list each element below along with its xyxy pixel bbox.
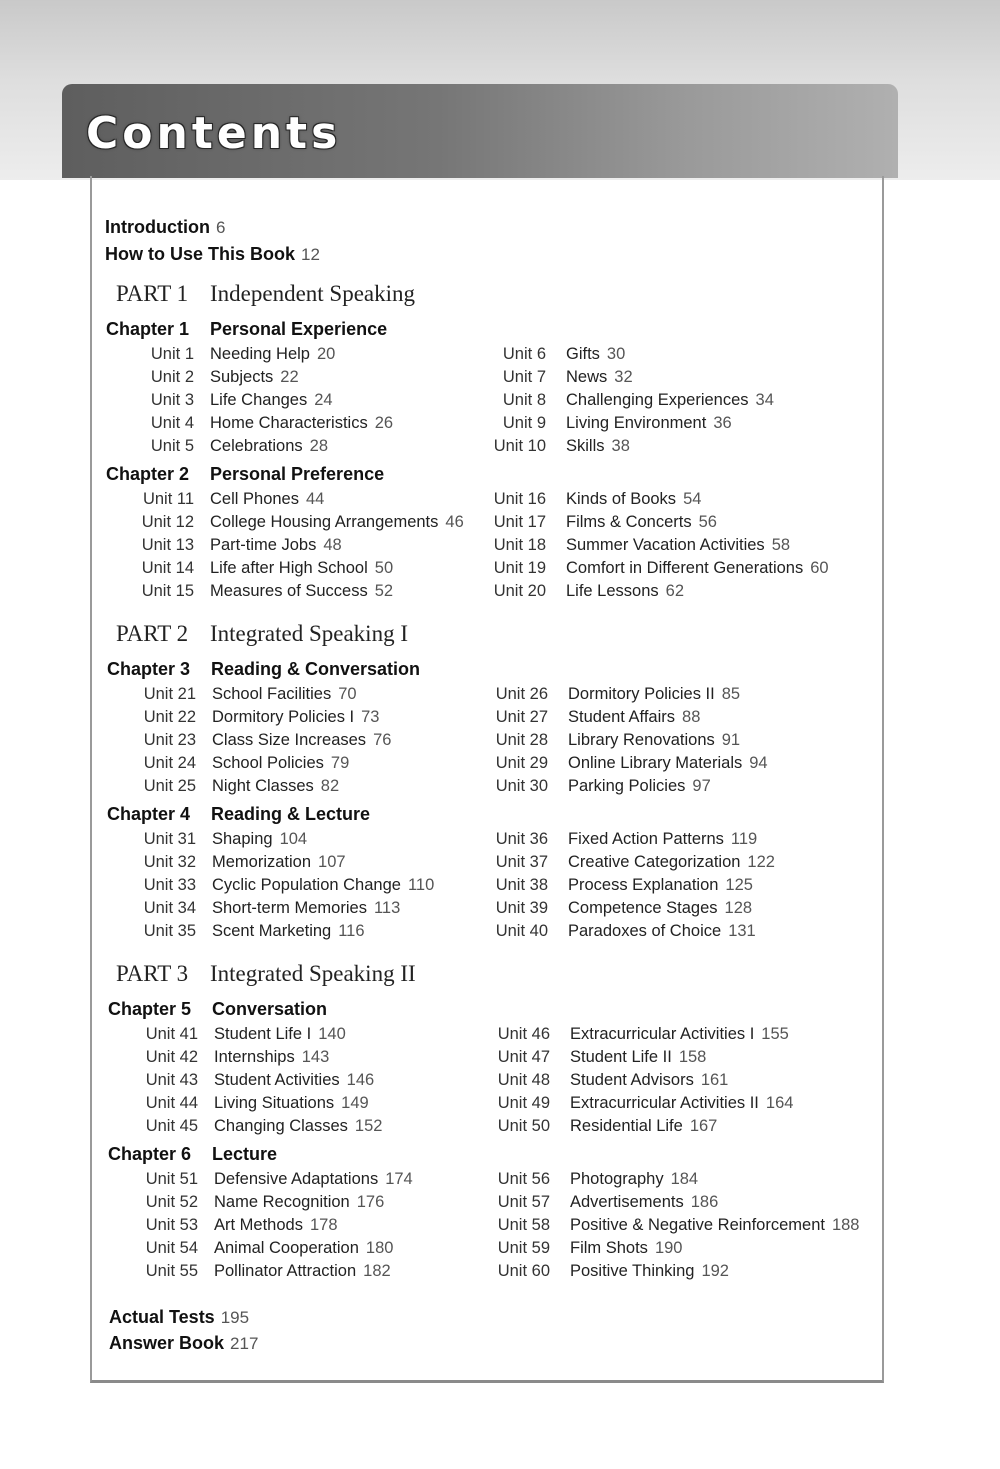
unit-entry[interactable] <box>568 729 740 751</box>
unit-entry[interactable] <box>214 1237 393 1259</box>
unit-title: Extracurricular Activities II <box>570 1094 759 1113</box>
unit-label[interactable]: Unit 43 <box>145 1071 198 1090</box>
unit-label[interactable]: Unit 7 <box>502 368 546 387</box>
unit-label[interactable]: Unit 30 <box>495 777 548 796</box>
unit-entry[interactable] <box>568 828 757 850</box>
unit-entry[interactable] <box>214 1069 374 1091</box>
unit-page-number: 167 <box>689 1117 718 1136</box>
unit-title: Scent Marketing <box>212 921 332 940</box>
unit-page-number: 161 <box>700 1071 729 1090</box>
unit-page-number: 48 <box>323 535 342 554</box>
part-title: Independent Speaking <box>210 281 416 306</box>
unit-page-number: 58 <box>771 535 791 554</box>
unit-label[interactable]: Unit 8 <box>502 391 546 410</box>
unit-page-number: 97 <box>692 777 711 796</box>
unit-label[interactable]: Unit 54 <box>145 1238 198 1257</box>
unit-label[interactable]: Unit 38 <box>495 875 548 894</box>
unit-title: Paradoxes of Choice <box>568 921 722 940</box>
unit-page-number: 28 <box>309 437 328 456</box>
unit-title: Celebrations <box>210 437 303 456</box>
unit-label[interactable]: Unit 58 <box>497 1215 550 1234</box>
unit-title: Student Advisors <box>570 1071 694 1090</box>
unit-title: Library Renovations <box>568 731 715 750</box>
chapter-title[interactable]: Reading & Lecture <box>211 803 371 824</box>
unit-label[interactable]: Unit 39 <box>495 898 548 917</box>
back-matter-entry[interactable] <box>109 1332 258 1355</box>
unit-page-number: 192 <box>701 1261 729 1280</box>
unit-label[interactable]: Unit 57 <box>497 1192 550 1211</box>
unit-page-number: 94 <box>749 754 768 773</box>
unit-label[interactable]: Unit 37 <box>495 852 548 871</box>
unit-entry[interactable] <box>210 534 342 556</box>
unit-title: Student Activities <box>214 1071 340 1090</box>
unit-page-number: 149 <box>341 1094 369 1113</box>
unit-page-number: 44 <box>305 489 325 508</box>
chapter-title[interactable]: Lecture <box>212 1143 278 1164</box>
unit-entry[interactable] <box>568 752 768 774</box>
unit-page-number: 85 <box>721 685 741 703</box>
part-title: Integrated Speaking I <box>210 621 408 646</box>
unit-title: Animal Cooperation <box>214 1238 359 1257</box>
unit-label[interactable]: Unit 47 <box>497 1048 550 1067</box>
unit-entry[interactable] <box>568 706 700 728</box>
unit-page-number: 116 <box>338 921 365 940</box>
unit-entry[interactable] <box>214 1046 329 1068</box>
unit-title: Shaping <box>212 829 273 848</box>
unit-page-number: 131 <box>728 921 756 940</box>
unit-page-number: 88 <box>682 708 701 727</box>
unit-entry[interactable] <box>210 389 333 411</box>
unit-title: Student Life II <box>570 1048 672 1067</box>
chapter-title[interactable]: Personal Preference <box>210 463 385 484</box>
unit-page-number: 30 <box>606 345 626 363</box>
unit-title: Night Classes <box>212 777 314 796</box>
unit-page-number: 164 <box>765 1094 794 1113</box>
unit-label[interactable]: Unit 49 <box>497 1094 550 1113</box>
unit-page-number: 186 <box>690 1192 719 1211</box>
unit-page-number: 20 <box>316 345 336 363</box>
unit-title: Comfort in Different Generations <box>566 558 804 577</box>
unit-title: Process Explanation <box>568 875 719 894</box>
front-matter-entry[interactable] <box>105 243 320 266</box>
unit-title: Photography <box>570 1169 664 1188</box>
unit-label[interactable]: Unit 24 <box>143 754 196 773</box>
unit-label[interactable]: Unit 23 <box>143 731 196 750</box>
unit-label[interactable]: Unit 4 <box>150 414 194 433</box>
unit-page-number: 128 <box>724 898 753 917</box>
unit-label[interactable]: Unit 16 <box>493 489 546 508</box>
unit-title: Dormitory Policies II <box>568 685 715 703</box>
unit-entry[interactable] <box>566 488 701 510</box>
unit-title: Student Life I <box>214 1025 312 1043</box>
chapter-title[interactable]: Reading & Conversation <box>211 659 421 679</box>
unit-entry[interactable] <box>570 1168 698 1190</box>
unit-title: Life Changes <box>210 391 308 410</box>
unit-title: Competence Stages <box>568 898 718 917</box>
part-title: Integrated Speaking II <box>210 961 416 986</box>
unit-title: Living Situations <box>214 1094 335 1113</box>
unit-page-number: 110 <box>407 875 435 894</box>
unit-page-number: 26 <box>374 414 394 433</box>
unit-title: Class Size Increases <box>212 731 367 750</box>
unit-page-number: 104 <box>279 829 308 848</box>
unit-entry[interactable] <box>570 1046 706 1068</box>
unit-label[interactable]: Unit 45 <box>145 1117 198 1136</box>
unit-entry[interactable] <box>570 1237 682 1259</box>
unit-label[interactable]: Unit 17 <box>493 512 546 531</box>
entry-label: Actual Tests <box>109 1307 215 1327</box>
unit-label[interactable]: Unit 21 <box>143 685 196 703</box>
unit-page-number: 56 <box>698 512 717 531</box>
unit-entry[interactable] <box>214 1023 346 1045</box>
unit-page-number: 122 <box>747 852 775 871</box>
unit-page-number: 70 <box>338 685 357 703</box>
unit-label[interactable]: Unit 13 <box>141 535 194 554</box>
unit-page-number: 180 <box>365 1238 394 1257</box>
chapter-label[interactable]: Chapter 4 <box>107 803 191 824</box>
unit-page-number: 178 <box>309 1215 338 1234</box>
unit-title: Positive & Negative Reinforcement <box>570 1215 825 1234</box>
unit-label[interactable]: Unit 25 <box>143 777 196 796</box>
unit-title: School Policies <box>212 754 324 773</box>
unit-entry[interactable] <box>214 1260 391 1282</box>
unit-title: Changing Classes <box>214 1117 348 1136</box>
unit-entry[interactable] <box>210 580 393 602</box>
unit-title: Needing Help <box>210 345 310 363</box>
unit-entry[interactable] <box>566 343 625 365</box>
part-label: PART 2 <box>116 621 189 646</box>
unit-page-number: 190 <box>654 1238 683 1257</box>
unit-title: Skills <box>566 437 605 456</box>
chapter-label[interactable]: Chapter 6 <box>108 1143 192 1164</box>
unit-label[interactable]: Unit 33 <box>143 875 196 894</box>
unit-title: Creative Categorization <box>568 852 741 871</box>
unit-label[interactable]: Unit 5 <box>150 437 194 456</box>
unit-title: College Housing Arrangements <box>210 512 439 531</box>
chapter-label[interactable]: Chapter 5 <box>108 999 192 1019</box>
unit-title: Extracurricular Activities I <box>570 1025 755 1043</box>
unit-entry[interactable] <box>210 557 393 579</box>
unit-page-number: 125 <box>725 875 753 894</box>
unit-label[interactable]: Unit 55 <box>145 1261 198 1280</box>
unit-label[interactable]: Unit 34 <box>143 898 196 917</box>
unit-page-number: 176 <box>356 1192 385 1211</box>
unit-entry[interactable] <box>212 706 379 728</box>
unit-page-number: 152 <box>354 1117 383 1136</box>
unit-entry[interactable] <box>568 683 740 705</box>
unit-title: Cyclic Population Change <box>212 875 401 894</box>
unit-label[interactable]: Unit 1 <box>150 345 194 363</box>
chapter-label[interactable]: Chapter 2 <box>106 463 190 484</box>
unit-entry[interactable] <box>566 557 829 579</box>
unit-label[interactable]: Unit 56 <box>497 1169 550 1188</box>
unit-title: Pollinator Attraction <box>214 1261 357 1280</box>
unit-page-number: 155 <box>761 1025 789 1043</box>
unit-title: Measures of Success <box>210 581 368 600</box>
unit-title: Challenging Experiences <box>566 391 749 410</box>
unit-page-number: 158 <box>678 1048 707 1067</box>
unit-label[interactable]: Unit 31 <box>143 829 196 848</box>
unit-label[interactable]: Unit 59 <box>497 1238 550 1257</box>
unit-entry[interactable] <box>566 435 630 457</box>
unit-title: Kinds of Books <box>566 489 677 508</box>
unit-title: Life Lessons <box>566 581 659 600</box>
chapter-title[interactable]: Personal Experience <box>210 319 388 339</box>
unit-label[interactable]: Unit 51 <box>145 1169 198 1188</box>
unit-title: Short-term Memories <box>212 898 367 917</box>
unit-label[interactable]: Unit 26 <box>495 685 548 703</box>
unit-title: Internships <box>214 1048 295 1067</box>
unit-entry[interactable] <box>570 1191 718 1213</box>
unit-page-number: 22 <box>280 368 299 387</box>
unit-title: Art Methods <box>214 1215 303 1234</box>
unit-entry[interactable] <box>212 683 357 705</box>
unit-entry[interactable] <box>212 874 434 896</box>
entry-page-number: 217 <box>230 1334 259 1353</box>
unit-entry[interactable] <box>214 1092 369 1114</box>
unit-page-number: 38 <box>611 437 630 456</box>
unit-label[interactable]: Unit 53 <box>145 1215 198 1234</box>
unit-title: Gifts <box>566 345 600 363</box>
unit-page-number: 184 <box>670 1169 699 1188</box>
entry-label: How to Use This Book <box>105 244 296 264</box>
unit-title: Name Recognition <box>214 1192 350 1211</box>
unit-title: News <box>566 368 608 387</box>
unit-label[interactable]: Unit 44 <box>145 1094 198 1113</box>
unit-page-number: 119 <box>730 829 758 848</box>
unit-title: Defensive Adaptations <box>214 1169 379 1188</box>
unit-title: Living Environment <box>566 414 707 433</box>
unit-title: Positive Thinking <box>570 1261 695 1280</box>
entry-label: Answer Book <box>109 1333 225 1353</box>
unit-entry[interactable] <box>570 1260 729 1282</box>
entry-page-number: 195 <box>220 1308 250 1327</box>
unit-title: School Facilities <box>212 685 332 703</box>
unit-entry[interactable] <box>210 366 299 388</box>
unit-label[interactable]: Unit 36 <box>495 829 548 848</box>
unit-page-number: 36 <box>713 414 732 433</box>
unit-entry[interactable] <box>214 1214 338 1236</box>
unit-title: Film Shots <box>570 1238 648 1257</box>
page-title: Contents <box>86 108 342 159</box>
unit-title: Fixed Action Patterns <box>568 829 724 848</box>
unit-title: Summer Vacation Activities <box>566 535 765 554</box>
unit-entry[interactable] <box>566 580 684 602</box>
unit-entry[interactable] <box>570 1069 728 1091</box>
unit-entry[interactable] <box>568 851 775 873</box>
unit-entry[interactable] <box>210 488 324 510</box>
unit-label[interactable]: Unit 19 <box>493 558 546 577</box>
unit-page-number: 140 <box>318 1025 346 1043</box>
unit-page-number: 46 <box>445 512 464 531</box>
unit-label[interactable]: Unit 52 <box>145 1192 198 1211</box>
unit-page-number: 79 <box>330 754 350 773</box>
unit-title: Life after High School <box>210 558 368 577</box>
unit-page-number: 146 <box>346 1071 375 1090</box>
unit-entry[interactable] <box>570 1092 793 1114</box>
unit-entry[interactable] <box>212 851 346 873</box>
unit-entry[interactable] <box>214 1168 413 1190</box>
unit-page-number: 174 <box>385 1169 413 1188</box>
entry-page-number: 12 <box>301 245 320 264</box>
unit-label[interactable]: Unit 40 <box>495 921 548 940</box>
unit-entry[interactable] <box>566 412 732 434</box>
unit-title: Cell Phones <box>210 489 299 508</box>
back-matter-entry[interactable] <box>109 1306 249 1329</box>
unit-label[interactable]: Unit 32 <box>143 852 196 871</box>
unit-entry[interactable] <box>212 752 349 774</box>
unit-label[interactable]: Unit 42 <box>145 1048 198 1067</box>
unit-entry[interactable] <box>570 1115 717 1137</box>
part-label: PART 1 <box>116 281 189 306</box>
unit-title: Part-time Jobs <box>210 535 317 554</box>
unit-label[interactable]: Unit 60 <box>497 1261 550 1280</box>
unit-entry[interactable] <box>210 511 464 533</box>
unit-label[interactable]: Unit 29 <box>495 754 548 773</box>
unit-title: Online Library Materials <box>568 754 743 773</box>
unit-page-number: 54 <box>683 489 702 508</box>
unit-page-number: 113 <box>373 898 401 917</box>
unit-page-number: 82 <box>320 777 340 796</box>
unit-page-number: 76 <box>373 731 392 750</box>
unit-label[interactable]: Unit 18 <box>493 535 546 554</box>
unit-page-number: 182 <box>363 1261 391 1280</box>
unit-entry[interactable] <box>212 729 391 751</box>
unit-entry[interactable] <box>210 412 393 434</box>
unit-page-number: 91 <box>721 731 741 750</box>
unit-page-number: 60 <box>810 558 829 577</box>
front-matter-entry[interactable] <box>105 216 225 239</box>
chapter-label[interactable]: Chapter 1 <box>106 319 190 339</box>
unit-label[interactable]: Unit 10 <box>493 437 546 456</box>
unit-entry[interactable] <box>568 775 711 797</box>
unit-label[interactable]: Unit 9 <box>502 414 546 433</box>
unit-title: Residential Life <box>570 1117 683 1136</box>
unit-entry[interactable] <box>568 874 753 896</box>
unit-label[interactable]: Unit 46 <box>497 1025 550 1043</box>
unit-page-number: 24 <box>314 391 333 410</box>
unit-label[interactable]: Unit 15 <box>141 581 194 600</box>
unit-label[interactable]: Unit 11 <box>142 489 194 508</box>
unit-entry[interactable] <box>568 920 756 942</box>
unit-label[interactable]: Unit 28 <box>495 731 548 750</box>
unit-entry[interactable] <box>212 775 339 797</box>
unit-entry[interactable] <box>210 435 328 457</box>
unit-title: Films & Concerts <box>566 512 692 531</box>
unit-title: Parking Policies <box>568 777 686 796</box>
unit-entry[interactable] <box>570 1214 859 1236</box>
unit-page-number: 143 <box>301 1048 330 1067</box>
unit-title: Dormitory Policies I <box>212 708 355 727</box>
unit-label[interactable]: Unit 3 <box>150 391 194 410</box>
unit-entry[interactable] <box>210 343 335 365</box>
unit-page-number: 62 <box>665 581 685 600</box>
unit-label[interactable]: Unit 6 <box>502 345 546 363</box>
unit-entry[interactable] <box>212 828 307 850</box>
chapter-title[interactable]: Conversation <box>212 999 328 1019</box>
unit-title: Subjects <box>210 368 274 387</box>
unit-entry[interactable] <box>566 511 717 533</box>
unit-entry[interactable] <box>214 1115 382 1137</box>
entry-page-number: 6 <box>215 218 226 237</box>
unit-entry[interactable] <box>214 1191 384 1213</box>
unit-page-number: 73 <box>361 708 380 727</box>
unit-entry[interactable] <box>566 389 774 411</box>
unit-title: Memorization <box>212 852 312 871</box>
chapter-label[interactable]: Chapter 3 <box>107 659 191 679</box>
unit-entry[interactable] <box>212 897 400 919</box>
unit-title: Advertisements <box>570 1192 684 1211</box>
unit-entry[interactable] <box>570 1023 789 1045</box>
unit-label[interactable]: Unit 12 <box>141 512 194 531</box>
entry-label: Introduction <box>105 217 210 237</box>
unit-entry[interactable] <box>212 920 365 942</box>
unit-title: Home Characteristics <box>210 414 368 433</box>
unit-label[interactable]: Unit 35 <box>143 921 196 940</box>
unit-label[interactable]: Unit 50 <box>497 1117 550 1136</box>
unit-label[interactable]: Unit 22 <box>143 708 196 727</box>
unit-label[interactable]: Unit 41 <box>145 1025 198 1043</box>
unit-title: Student Affairs <box>568 708 676 727</box>
unit-entry[interactable] <box>566 366 633 388</box>
unit-entry[interactable] <box>566 534 790 556</box>
unit-label[interactable]: Unit 27 <box>495 708 548 727</box>
unit-page-number: 107 <box>318 852 346 871</box>
unit-page-number: 50 <box>374 558 394 577</box>
unit-page-number: 34 <box>755 391 774 410</box>
unit-page-number: 52 <box>374 581 394 600</box>
unit-page-number: 188 <box>831 1215 860 1234</box>
unit-label[interactable]: Unit 2 <box>150 368 194 387</box>
unit-label[interactable]: Unit 48 <box>497 1071 550 1090</box>
part-label: PART 3 <box>116 961 189 986</box>
unit-label[interactable]: Unit 20 <box>493 581 546 600</box>
unit-entry[interactable] <box>568 897 752 919</box>
unit-page-number: 32 <box>614 368 633 387</box>
unit-label[interactable]: Unit 14 <box>141 558 194 577</box>
